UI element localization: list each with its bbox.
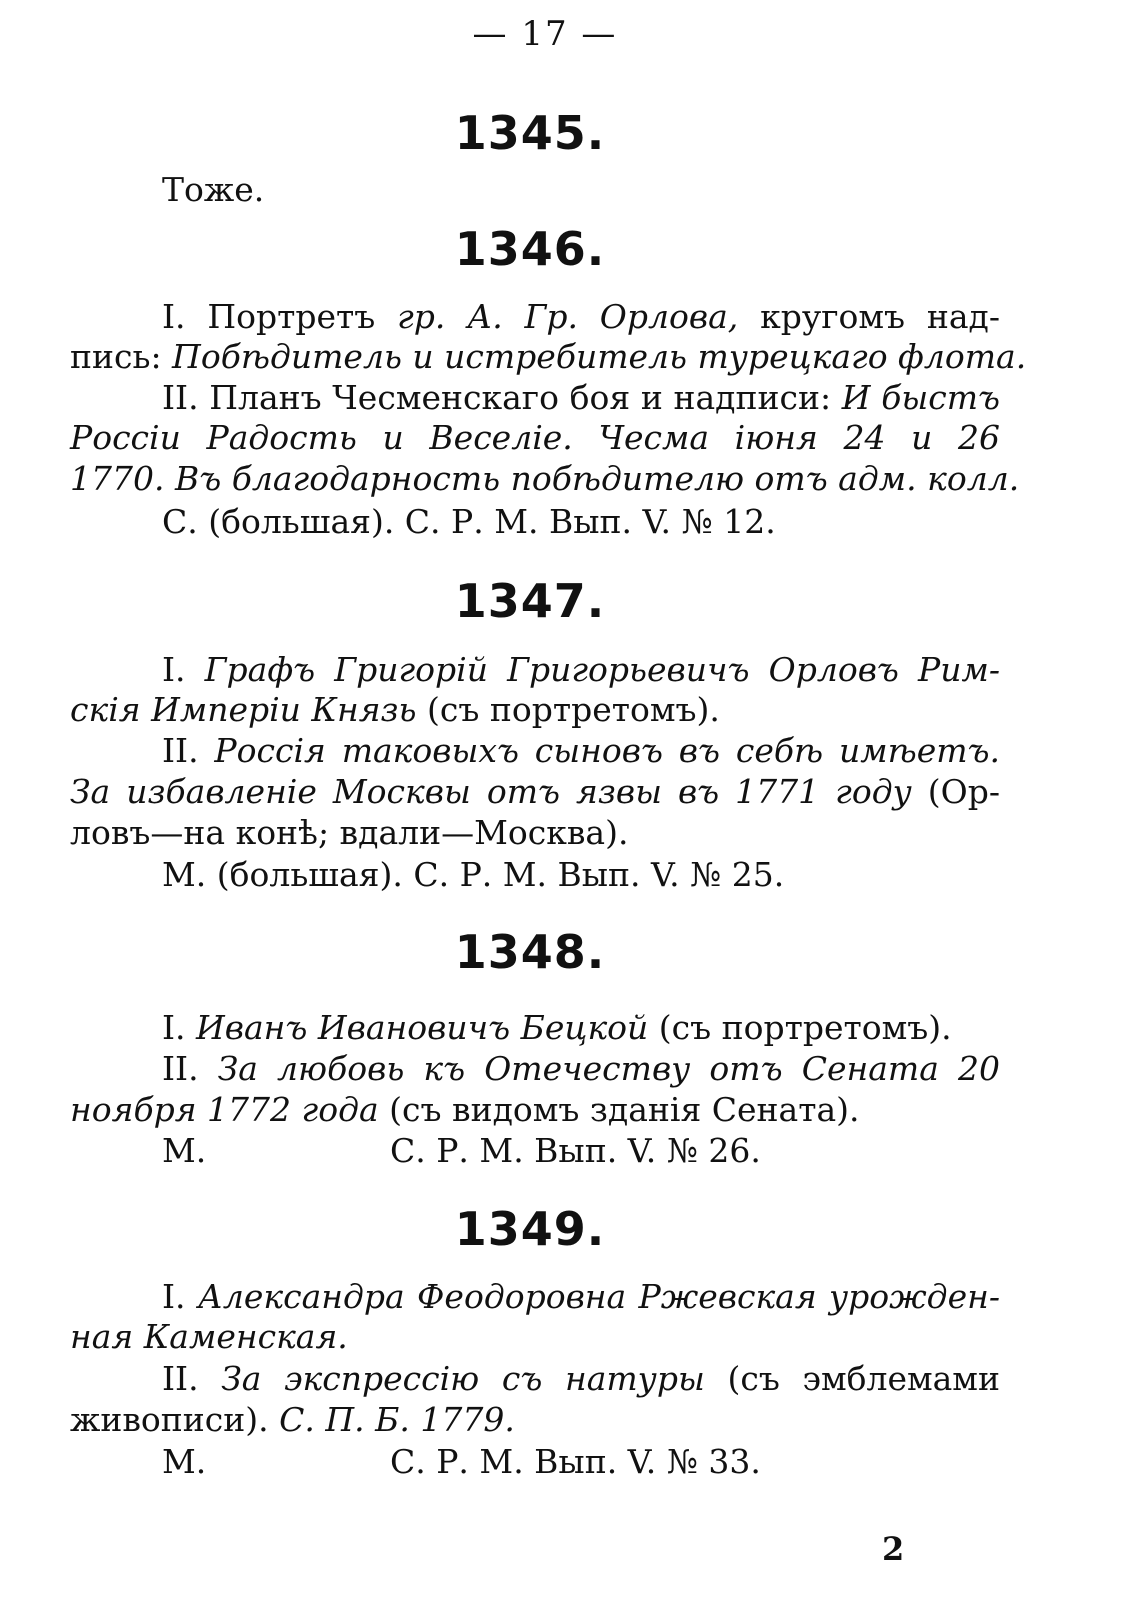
entry-1347-line-4 [70,772,1000,812]
entry-1349-line-1 [162,1277,1000,1317]
italic-span: Графъ Григорій Григорьевичъ Орловъ Рим- [204,650,1000,689]
entry-1346-line-3 [162,378,1000,418]
entry-number-1345: 1345. [454,106,606,160]
text-span: II. [162,1359,222,1398]
entry-1347-line-1 [162,650,1000,690]
text-span: I. Портретъ [162,297,398,336]
entry-1348-line-3 [70,1090,1000,1130]
text-span: М. [162,1131,207,1170]
italic-span: Александра Феодоровна Ржевская урожден- [197,1277,1001,1316]
entry-1349-line-4 [70,1400,1000,1440]
italic-span: гр. А. Гр. Орлова, [397,297,739,336]
entry-1345-text: Тоже. [162,170,265,209]
text-span: С. Р. М. Вып. V. № 26. [390,1131,761,1170]
italic-span: Россія таковыхъ сыновъ въ себѣ имѣетъ. [214,731,1000,770]
entry-1347-line-2 [70,690,1000,730]
text-span: (съ видомъ зданія Сената). [378,1090,860,1129]
entry-number-1349: 1349. [454,1202,606,1256]
text-span: пись: [70,337,173,376]
text-span: II. [162,731,215,770]
text-span: (съ портретомъ). [416,690,720,729]
entry-1346-line-4: Россіи Радость и Веселіе. Чесма іюня 24 и 26 [70,418,1000,457]
italic-span: И быстъ [841,378,1000,417]
italic-span: ноября 1772 года [70,1090,379,1129]
italic-span: За любовь къ Отечеству отъ Сената 20 [217,1049,1000,1088]
entry-1349-line-2: ная Каменская. [70,1317,348,1356]
italic-span: Иванъ Ивановичъ Бецкой [196,1008,649,1047]
text-span: С. Р. М. Вып. V. № 33. [390,1442,761,1481]
italic-span: скія Имперіи Князь [70,690,417,729]
entry-1346-reference: С. (большая). С. Р. М. Вып. V. № 12. [162,502,776,541]
italic-span: За экспрессію съ натуры [221,1359,705,1398]
entry-1347-line-3 [162,731,1000,771]
entry-number-1348: 1348. [454,925,606,979]
text-span: живописи). [70,1400,280,1439]
entry-1349-reference [162,1442,1000,1482]
entry-1346-line-5: 1770. Въ благодарность побѣдителю отъ адм. колл. [70,459,1020,498]
entry-number-1346: 1346. [454,222,606,276]
text-span: кругомъ над- [738,297,1001,336]
entry-1348-reference [162,1131,1000,1171]
italic-span: Побѣдитель и истребитель турецкаго флота. [172,337,1027,376]
entry-1348-line-1 [162,1008,1000,1048]
entry-1347-line-5: ловъ—на конѣ; вдали—Москва). [70,813,629,852]
italic-span: За избавленіе Москвы отъ язвы въ 1771 году [70,772,912,811]
text-span: II. [162,1049,218,1088]
entry-number-1347: 1347. [454,574,606,628]
text-span: I. [162,1008,197,1047]
text-span: М. [162,1442,207,1481]
entry-1349-line-3 [162,1359,1000,1399]
text-span: II. Планъ Чесменскаго боя и надписи: [162,378,842,417]
signature-mark: 2 [882,1530,905,1568]
italic-span: С. П. Б. 1779. [279,1400,515,1439]
entry-1348-line-2 [162,1049,1000,1089]
text-span: (съ эмблемами [704,1359,1000,1398]
text-span: (съ портретомъ). [648,1008,952,1047]
entry-1346-line-2 [70,337,1027,377]
page-number: — 17 — [472,14,618,54]
entry-1346-line-1 [162,297,1000,337]
text-span: I. [162,1277,198,1316]
text-span: (Ор- [911,772,1000,811]
entry-1347-reference: М. (большая). С. Р. М. Вып. V. № 25. [162,855,785,894]
text-span: I. [162,650,205,689]
